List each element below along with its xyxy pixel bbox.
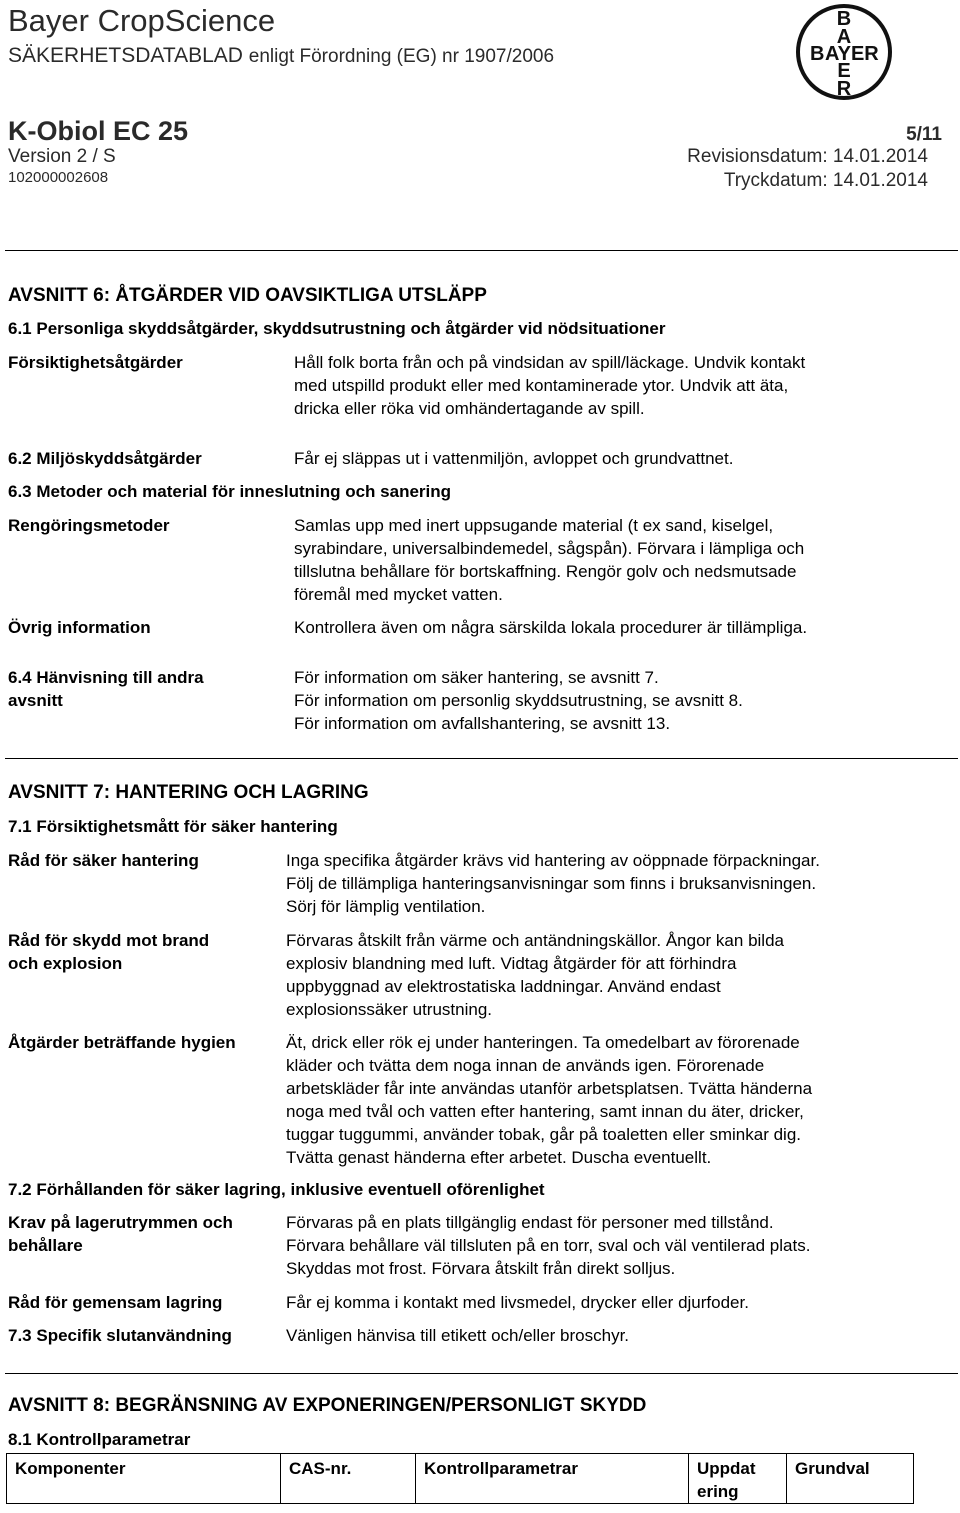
print-date: Tryckdatum: 14.01.2014 <box>723 170 928 191</box>
divider <box>5 1373 958 1374</box>
text-line: och explosion <box>8 954 123 973</box>
section-7-3-label: 7.3 Specifik slutanvändning <box>8 1326 232 1345</box>
text-line: avsnitt <box>8 691 63 710</box>
section-6-2-text: Får ej släppas ut i vattenmiljön, avloppet och grundvattnet. <box>294 449 734 468</box>
text-line: med utspilld produkt eller med kontaminerade ytor. Undvik att äta, <box>294 376 789 395</box>
common-storage-label: Råd för gemensam lagring <box>8 1293 223 1312</box>
text-line: Förvaras på en plats tillgänglig endast för personer med tillstånd. <box>286 1213 774 1232</box>
other-info-text: Kontrollera även om några särskilda lokala procedurer är tillämpliga. <box>294 618 808 637</box>
section-6-3-title: 6.3 Metoder och material för inneslutning och sanering <box>8 482 452 501</box>
cleaning-text <box>294 514 804 606</box>
divider <box>5 250 958 251</box>
text-line: Råd för skydd mot brand <box>8 931 210 950</box>
text-line: Sörj för lämplig ventilation. <box>286 897 486 916</box>
text-line: Krav på lagerutrymmen och <box>8 1213 233 1232</box>
section-6-title: AVSNITT 6: ÅTGÄRDER VID OAVSIKTLIGA UTSLÄPP <box>8 285 487 306</box>
logo-word-ayer: AYER <box>825 43 879 65</box>
text-line: För information om säker hantering, se avsnitt 7. <box>294 668 659 687</box>
hygiene-label: Åtgärder beträffande hygien <box>8 1033 236 1052</box>
document-type <box>8 43 554 70</box>
header-updated: Uppdat ering <box>689 1454 787 1504</box>
logo-letter-b-left: B <box>810 43 825 65</box>
text-line: dricka eller röka vid omhändertagande av spill. <box>294 399 645 418</box>
doc-type-title: SÄKERHETSDATABLAD <box>8 44 243 67</box>
text-line: föremål med mycket vatten. <box>294 585 503 604</box>
section-7-title: AVSNITT 7: HANTERING OCH LAGRING <box>8 782 369 803</box>
text-line: explosiv blandning med luft. Vidtag åtgärder för att förhindra <box>286 954 737 973</box>
hygiene-text <box>286 1031 812 1169</box>
page-number: 5/11 <box>906 124 942 145</box>
section-8-1-title: 8.1 Kontrollparametrar <box>8 1430 191 1449</box>
section-7-3-text: Vänligen hänvisa till etikett och/eller broschyr. <box>286 1326 630 1345</box>
text-line: Inga specifika åtgärder krävs vid hantering av oöppnade förpackningar. <box>286 851 820 870</box>
section-6-2-label: 6.2 Miljöskyddsåtgärder <box>8 449 202 468</box>
other-info-label: Övrig information <box>8 618 151 637</box>
text-line: explosionssäker utrustning. <box>286 1000 493 1019</box>
section-6-4-text <box>294 666 743 735</box>
section-6-4-label <box>8 666 204 712</box>
doc-regulation: enligt Förordning (EG) nr 1907/2006 <box>248 46 555 67</box>
text-line: tuggar tuggummi, använder tobak, går på toaletten eller sminkar dig. <box>286 1125 802 1144</box>
text-line: Håll folk borta från och på vindsidan av spill/läckage. Undvik kontakt <box>294 353 806 372</box>
fire-protection-text <box>286 929 784 1021</box>
logo-letter-r: R <box>836 78 852 100</box>
header-basis: Grundval <box>787 1454 914 1504</box>
control-parameters-table <box>6 1453 914 1504</box>
divider <box>5 758 958 759</box>
text-line: uppbyggnad av elektrostatiska laddningar. Använd endast <box>286 977 721 996</box>
logo-letter-a: A <box>836 26 852 48</box>
text-line: Skyddas mot frost. Förvara åtskilt från direkt solljus. <box>286 1259 676 1278</box>
bayer-logo <box>794 2 894 102</box>
table-header-row <box>7 1454 914 1504</box>
bayer-cross-logo <box>794 2 894 102</box>
safe-handling-label: Råd för säker hantering <box>8 851 199 870</box>
section-6-1-title: 6.1 Personliga skyddsåtgärder, skyddsutrustning och åtgärder vid nödsituationer <box>8 319 666 338</box>
company-name: Bayer CropScience <box>8 3 276 38</box>
text-line: noga med tvål och vatten efter hantering, samt innan du äter, dricker, <box>286 1102 804 1121</box>
precautions-text <box>294 351 805 420</box>
fire-protection-label <box>8 929 209 975</box>
text-line: arbetskläder får inte användas utanför arbetsplatsen. Tvätta händerna <box>286 1079 813 1098</box>
version: Version 2 / S <box>8 146 116 167</box>
product-name: K-Obiol EC 25 <box>8 116 189 146</box>
common-storage-text: Får ej komma i kontakt med livsmedel, drycker eller djurfoder. <box>286 1293 749 1312</box>
text-line: Tvätta genast händerna efter arbetet. Duscha eventuellt. <box>286 1148 712 1167</box>
text-line: behållare <box>8 1236 83 1255</box>
section-8-title: AVSNITT 8: BEGRÄNSNING AV EXPONERINGEN/PERSONLIGT SKYDD <box>8 1395 647 1416</box>
document-number: 102000002608 <box>8 169 109 186</box>
text-line: tillslutna behållare för bortskaffning. Rengör golv och nedsmutsade <box>294 562 797 581</box>
text-line: Ät, drick eller rök ej under hanteringen. Ta omedelbart av förorenade <box>286 1033 800 1052</box>
text-line: Följ de tillämpliga hanteringsanvisningar som finns i bruksanvisningen. <box>286 874 817 893</box>
logo-letter-b-top: B <box>836 8 852 30</box>
text-line: För information om personlig skyddsutrustning, se avsnitt 8. <box>294 691 743 710</box>
text-line: kläder och tvätta dem noga innan de används igen. Förorenade <box>286 1056 765 1075</box>
text-line: Förvara behållare väl tillsluten på en torr, sval och väl ventilerad plats. <box>286 1236 811 1255</box>
storage-requirements-text <box>286 1211 810 1280</box>
cleaning-label: Rengöringsmetoder <box>8 516 170 535</box>
text-line: 6.4 Hänvisning till andra <box>8 668 204 687</box>
header-control-parameters: Kontrollparametrar <box>416 1454 689 1504</box>
header-components: Komponenter <box>7 1454 281 1504</box>
text-line: Samlas upp med inert uppsugande material (t ex sand, kiselgel, <box>294 516 774 535</box>
text-line: För information om avfallshantering, se avsnitt 13. <box>294 714 671 733</box>
text-line: syrabindare, universalbindemedel, sågspån). Förvara i lämpliga och <box>294 539 805 558</box>
storage-requirements-label <box>8 1211 233 1257</box>
text-line: Förvaras åtskilt från värme och antändningskällor. Ångor kan bilda <box>286 931 784 950</box>
section-7-1-title: 7.1 Försiktighetsmått för säker hantering <box>8 817 338 836</box>
section-7-2-title: 7.2 Förhållanden för säker lagring, inklusive eventuell oförenlighet <box>8 1180 545 1199</box>
revision-date: Revisionsdatum: 14.01.2014 <box>687 146 928 167</box>
precautions-label: Försiktighetsåtgärder <box>8 353 183 372</box>
safe-handling-text <box>286 849 820 918</box>
logo-letter-e: E <box>837 60 851 82</box>
header-cas-number: CAS-nr. <box>281 1454 416 1504</box>
